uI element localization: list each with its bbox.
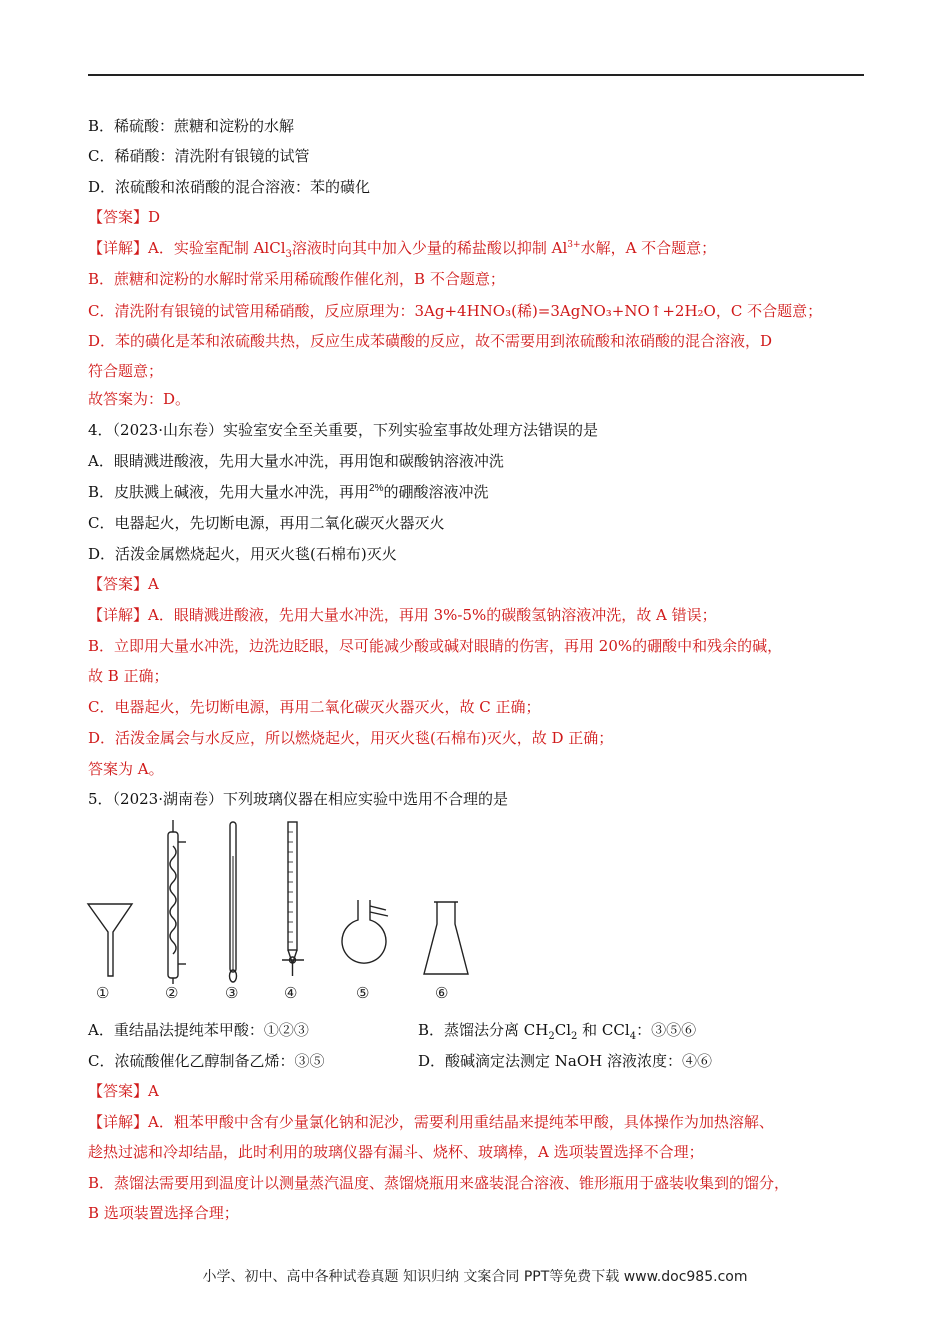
detail-a-line: [88, 238, 716, 258]
q4-b-pre: B．皮肤溅上碱液，先用大量水冲洗，再用: [88, 483, 370, 501]
detail-a-post: 水解，A 不合题意；: [580, 239, 717, 257]
text-line: D．活泼金属燃烧起火，用灭火毯(石棉布)灭火: [88, 545, 397, 563]
text-line: 5．（2023·湖南卷）下列玻璃仪器在相应实验中选用不合理的是: [88, 790, 508, 808]
figure-label-2: ②: [165, 984, 179, 1002]
text-line: 【详解】A．粗苯甲酸中含有少量氯化钠和泥沙，需要利用重结晶来提纯苯甲酸，具体操作为加热溶解、: [88, 1113, 774, 1131]
q5-b-mid2: 和 CCl: [577, 1021, 630, 1039]
q5-option-d: D．酸碱滴定法测定 NaOH 溶液浓度：④⑥: [418, 1052, 713, 1070]
detail-b-line: B．蔗糖和淀粉的水解时常采用稀硫酸作催化剂，B 不合题意；: [88, 270, 505, 288]
q5-b-pre: B．蒸馏法分离 CH: [418, 1021, 549, 1039]
glassware-figure: [80, 816, 500, 1012]
conical-flask-icon: [424, 902, 468, 974]
text-line: C．电器起火，先切断电源，再用二氧化碳灭火器灭火: [88, 514, 445, 532]
text-line: D．苯的磺化是苯和浓硫酸共热，反应生成苯磺酸的反应，故不需要用到浓硫酸和浓硝酸的混合溶液，D: [88, 332, 773, 350]
funnel-icon: [88, 904, 132, 976]
q4-b-post: 的硼酸溶液冲洗: [383, 483, 489, 501]
q4-b-percent: 2%: [369, 483, 384, 494]
q5-option-b: [418, 1020, 696, 1040]
text-line: D．活泼金属会与水反应，所以燃烧起火，用灭火毯(石棉布)灭火，故 D 正确；: [88, 729, 614, 747]
figure-label-1: ①: [96, 984, 110, 1002]
text-line: 趁热过滤和冷却结晶，此时利用的玻璃仪器有漏斗、烧杯、玻璃棒，A 选项装置选择不合理；: [88, 1143, 704, 1161]
text-line: B．稀硫酸：蔗糖和淀粉的水解: [88, 117, 295, 135]
burette-icon: [282, 822, 304, 976]
header-rule: [88, 74, 864, 76]
q5-b-post: ：③⑤⑥: [636, 1021, 697, 1039]
text-line: 【答案】A: [88, 1082, 159, 1100]
glassware-illustration: [80, 816, 500, 986]
q5-b-sub3: 4: [629, 1031, 637, 1042]
text-line: 故答案为：D。: [88, 390, 191, 408]
figure-label-5: ⑤: [356, 984, 370, 1002]
text-line: B．蒸馏法需要用到温度计以测量蒸汽温度、蒸馏烧瓶用来盛装混合溶液、锥形瓶用于盛装收集到的馏分，: [88, 1174, 790, 1192]
text-line: 【答案】A: [88, 575, 159, 593]
figure-label-6: ⑥: [435, 984, 449, 1002]
q5-b-sub1: 2: [548, 1031, 555, 1042]
detail-a-mid: 溶液时向其中加入少量的稀盐酸以抑制 Al: [291, 239, 568, 257]
q5-option-a: A．重结晶法提纯苯甲酸：①②③: [88, 1021, 309, 1039]
text-line: C．电器起火，先切断电源，再用二氧化碳灭火器灭火，故 C 正确；: [88, 698, 541, 716]
page-footer: 小学、初中、高中各种试卷真题 知识归纳 文案合同 PPT等免费下载 www.doc985.com: [202, 1269, 748, 1285]
text-line: C．清洗附有银镜的试管用稀硝酸，反应原理为：3Ag+4HNO₃(稀)=3AgNO₃+NO↑+2H₂O，C 不合题意；: [88, 302, 823, 320]
text-line: 【答案】D: [88, 208, 161, 226]
thermometer-icon: [230, 822, 237, 982]
text-line: 答案为 A。: [88, 760, 164, 778]
text-line: D．浓硫酸和浓硝酸的混合溶液：苯的磺化: [88, 178, 371, 196]
figure-label-4: ④: [284, 984, 298, 1002]
figure-label-3: ③: [225, 984, 239, 1002]
q5-b-mid1: Cl: [554, 1021, 572, 1039]
q5-option-c: C．浓硫酸催化乙醇制备乙烯：③⑤: [88, 1052, 325, 1070]
text-line: 4．（2023·山东卷）实验室安全至关重要，下列实验室事故处理方法错误的是: [88, 421, 598, 439]
text-line: B 选项装置选择合理；: [88, 1204, 239, 1222]
q4-option-b: [88, 482, 489, 502]
text-line: B．立即用大量水冲洗，边洗边眨眼，尽可能减少酸或碱对眼睛的伤害，再用 20%的硼酸中和残余的碱，: [88, 637, 783, 655]
q5-b-sub2: 2: [571, 1031, 578, 1042]
text-line: A．眼睛溅进酸液，先用大量水冲洗，再用饱和碳酸钠溶液冲洗: [88, 452, 504, 470]
distillation-flask-icon: [342, 900, 388, 963]
condenser-icon: [168, 820, 186, 984]
text-line: 符合题意；: [88, 362, 164, 380]
text-line: C．稀硝酸：清洗附有银镜的试管: [88, 147, 310, 165]
detail-a-sup: 3+: [567, 240, 581, 250]
text-line: 故 B 正确；: [88, 667, 169, 685]
detail-a-pre: 【详解】A．实验室配制 AlCl: [88, 239, 286, 257]
text-line: 【详解】A．眼睛溅进酸液，先用大量水冲洗，再用 3%-5%的碳酸氢钠溶液冲洗，故 A 错误；: [88, 606, 717, 624]
detail-a-sub: 3: [285, 249, 292, 260]
